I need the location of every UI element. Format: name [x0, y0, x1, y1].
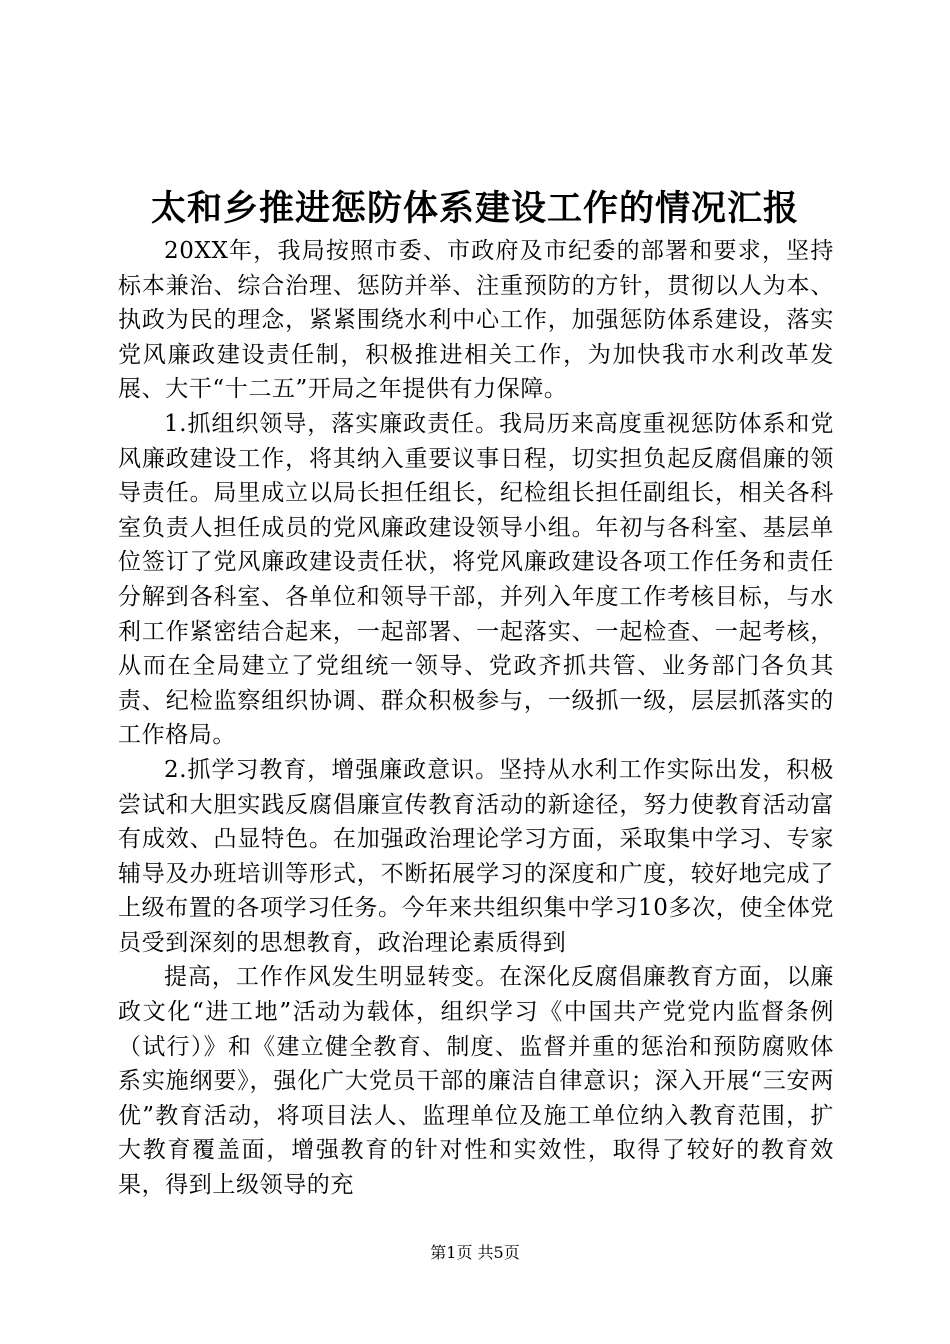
- document-title: 太和乡推进惩防体系建设工作的情况汇报: [150, 188, 799, 229]
- document-body: [118, 234, 834, 1203]
- paragraph-intro: 20XX年，我局按照市委、市政府及市纪委的部署和要求，坚持标本兼治、综合治理、惩防并举、注重预防的方针，贯彻以人为本、执政为民的理念，紧紧围绕水利中心工作，加强惩防体系建设，落实党风廉政建设责任制，积极推进相关工作，为加快我市水利改革发展、大干“十二五”开局之年提供有力保障。: [118, 238, 834, 403]
- page-number-footer: 第1页 共5页: [430, 1243, 520, 1262]
- paragraph-study-education: 2.抓学习教育，增强廉政意识。坚持从水利工作实际出发，积极尝试和大胆实践反腐倡廉宣传教育活动的新途径，努力使教育活动富有成效、凸显特色。在加强政治理论学习方面，采取集中学习、专家辅导及办班培训等形式，不断拓展学习的深度和广度，较好地完成了上级布置的各项学习任务。今年来共组织集中学习10多次，使全体党员受到深刻的思想教育，政治理论素质得到: [118, 756, 834, 956]
- paragraph-study-education-continued: 提高，工作作风发生明显转变。在深化反腐倡廉教育方面，以廉政文化“进工地”活动为载体，组织学习《中国共产党党内监督条例（试行）》和《建立健全教育、制度、监督并重的惩治和预防腐败体系实施纲要》，强化广大党员干部的廉洁自律意识；深入开展“三安两优”教育活动，将项目法人、监理单位及施工单位纳入教育范围，扩大教育覆盖面，增强教育的针对性和实效性，取得了较好的教育效果，得到上级领导的充: [118, 964, 834, 1199]
- paragraph-organization-leadership: 1.抓组织领导，落实廉政责任。我局历来高度重视惩防体系和党风廉政建设工作，将其纳入重要议事日程，切实担负起反腐倡廉的领导责任。局里成立以局长担任组长，纪检组长担任副组长，相关各科室负责人担任成员的党风廉政建设领导小组。年初与各科室、基层单位签订了党风廉政建设责任状，将党风廉政建设各项工作任务和责任分解到各科室、各单位和领导干部，并列入年度工作考核目标，与水利工作紧密结合起来，一起部署、一起落实、一起检查、一起考核，从而在全局建立了党组统一领导、党政齐抓共管、业务部门各负其责、纪检监察组织协调、群众积极参与，一级抓一级，层层抓落实的工作格局。: [118, 410, 834, 749]
